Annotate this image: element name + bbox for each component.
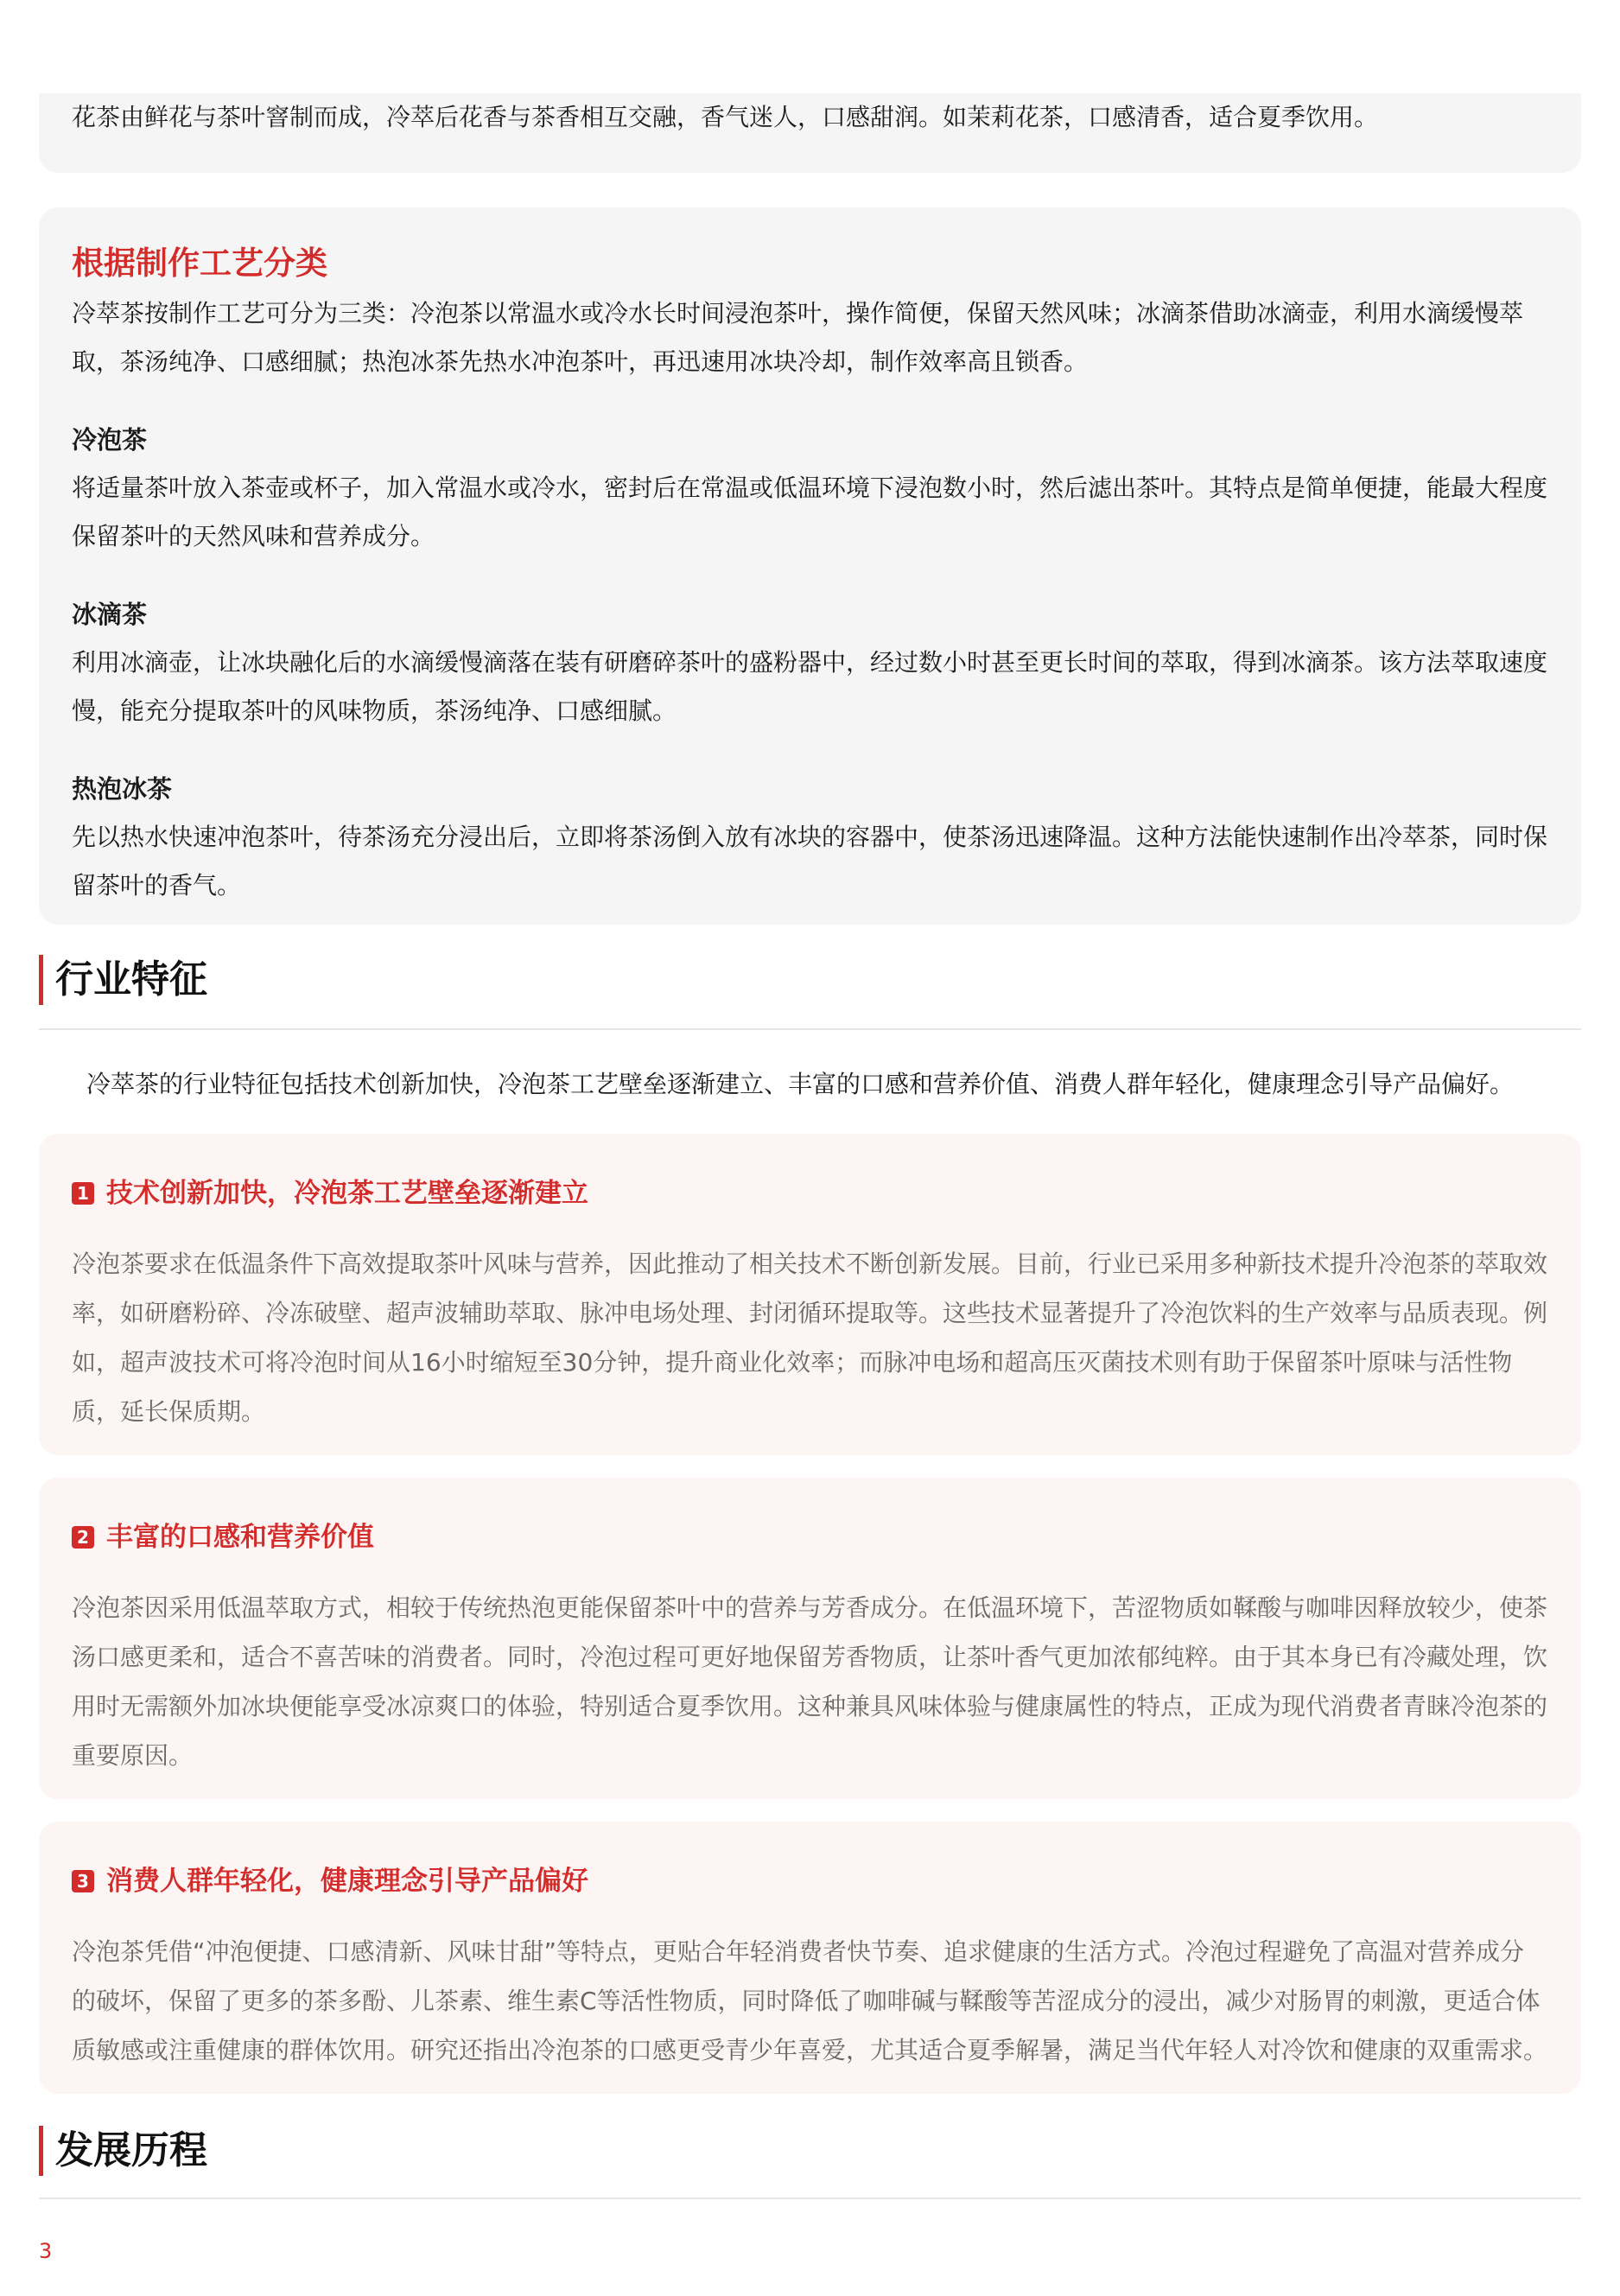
feature-title: 技术创新加快，冷泡茶工艺壁垒逐渐建立 [106,1178,588,1209]
feature-header [72,1856,1548,1906]
industry-section-title: 行业特征 [39,955,207,1005]
hot-brew-ice-text: 先以热水快速冲泡茶叶，待茶汤充分浸出后，立即将茶汤倒入放有冰块的容器中，使茶汤迅速降温。这种方法能快速制作出冷萃茶，同时保留茶叶的香气。 [72,823,1548,900]
history-section-title: 发展历程 [39,2126,207,2176]
industry-intro: 冷萃茶的行业特征包括技术创新加快，冷泡茶工艺壁垒逐渐建立、丰富的口感和营养价值、消费人群年轻化，健康理念引导产品偏好。 [86,1070,1515,1098]
page-number: 3 [39,2239,53,2263]
feature-number-badge: 2 [72,1526,94,1549]
hot-brew-ice-title: 热泡冰茶 [72,774,173,804]
feature-header [72,1168,1548,1218]
feature-number-badge: 3 [72,1870,94,1892]
feature-card [39,1134,1581,1455]
feature-number-badge: 1 [72,1182,94,1205]
feature-text: 冷泡茶因采用低温萃取方式，相较于传统热泡更能保留茶叶中的营养与芳香成分。在低温环境下，苦涩物质如鞣酸与咖啡因释放较少，使茶汤口感更柔和，适合不喜苦味的消费者。同时，冷泡过程可更好地保留芳香物质，让茶叶香气更加浓郁纯粹。由于其本身已有冷藏处理，饮用时无需额外加冰块便能享受冰凉爽口的体验，特别适合夏季饮用。这种兼具风味体验与健康属性的特点，正成为现代消费者青睐冷泡茶的重要原因。 [72,1593,1548,1770]
feature-card [39,1822,1581,2094]
feature-header [72,1512,1548,1562]
craft-intro: 冷萃茶按制作工艺可分为三类：冷泡茶以常温水或冷水长时间浸泡茶叶，操作简便，保留天然风味；冰滴茶借助冰滴壶，利用水滴缓慢萃取，茶汤纯净、口感细腻；热泡冰茶先热水冲泡茶叶，再迅速用冰块冷却，制作效率高且锁香。 [72,299,1524,376]
ice-drip-text: 利用冰滴壶，让冰块融化后的水滴缓慢滴落在装有研磨碎茶叶的盛粉器中，经过数小时甚至更长时间的萃取，得到冰滴茶。该方法萃取速度慢，能充分提取茶叶的风味物质，茶汤纯净、口感细腻。 [72,648,1548,725]
flower-tea-card [39,93,1581,173]
craft-title: 根据制作工艺分类 [72,245,327,282]
feature-text: 冷泡茶要求在低温条件下高效提取茶叶风味与营养，因此推动了相关技术不断创新发展。目前，行业已采用多种新技术提升冷泡茶的萃取效率，如研磨粉碎、冷冻破壁、超声波辅助萃取、脉冲电场处理、封闭循环提取等。这些技术显著提升了冷泡饮料的生产效率与品质表现。例如，超声波技术可将冷泡时间从16小时缩短至30分钟，提升商业化效率；而脉冲电场和超高压灭菌技术则有助于保留茶叶原味与活性物质，延长保质期。 [72,1250,1548,1426]
craft-classification-card [39,207,1581,925]
feature-card [39,1478,1581,1799]
flower-tea-text: 花茶由鲜花与茶叶窨制而成，冷萃后花香与茶香相互交融，香气迷人，口感甜润。如茉莉花茶，口感清香，适合夏季饮用。 [72,103,1379,131]
feature-text: 冷泡茶凭借“冲泡便捷、口感清新、风味甘甜”等特点，更贴合年轻消费者快节奏、追求健康的生活方式。冷泡过程避免了高温对营养成分的破坏，保留了更多的茶多酚、儿茶素、维生素C等活性物质，同时降低了咖啡碱与鞣酸等苦涩成分的浸出，减少对肠胃的刺激，更适合体质敏感或注重健康的群体饮用。研究还指出冷泡茶的口感更受青少年喜爱，尤其适合夏季解暑，满足当代年轻人对冷饮和健康的双重需求。 [72,1937,1548,2064]
cold-brew-text: 将适量茶叶放入茶壶或杯子，加入常温水或冷水，密封后在常温或低温环境下浸泡数小时，然后滤出茶叶。其特点是简单便捷，能最大程度保留茶叶的天然风味和营养成分。 [72,474,1548,550]
feature-title: 消费人群年轻化，健康理念引导产品偏好 [106,1866,588,1897]
feature-title: 丰富的口感和营养价值 [106,1522,374,1553]
divider [39,2197,1581,2199]
cold-brew-title: 冷泡茶 [72,425,148,455]
divider [39,1028,1581,1030]
ice-drip-title: 冰滴茶 [72,600,148,629]
